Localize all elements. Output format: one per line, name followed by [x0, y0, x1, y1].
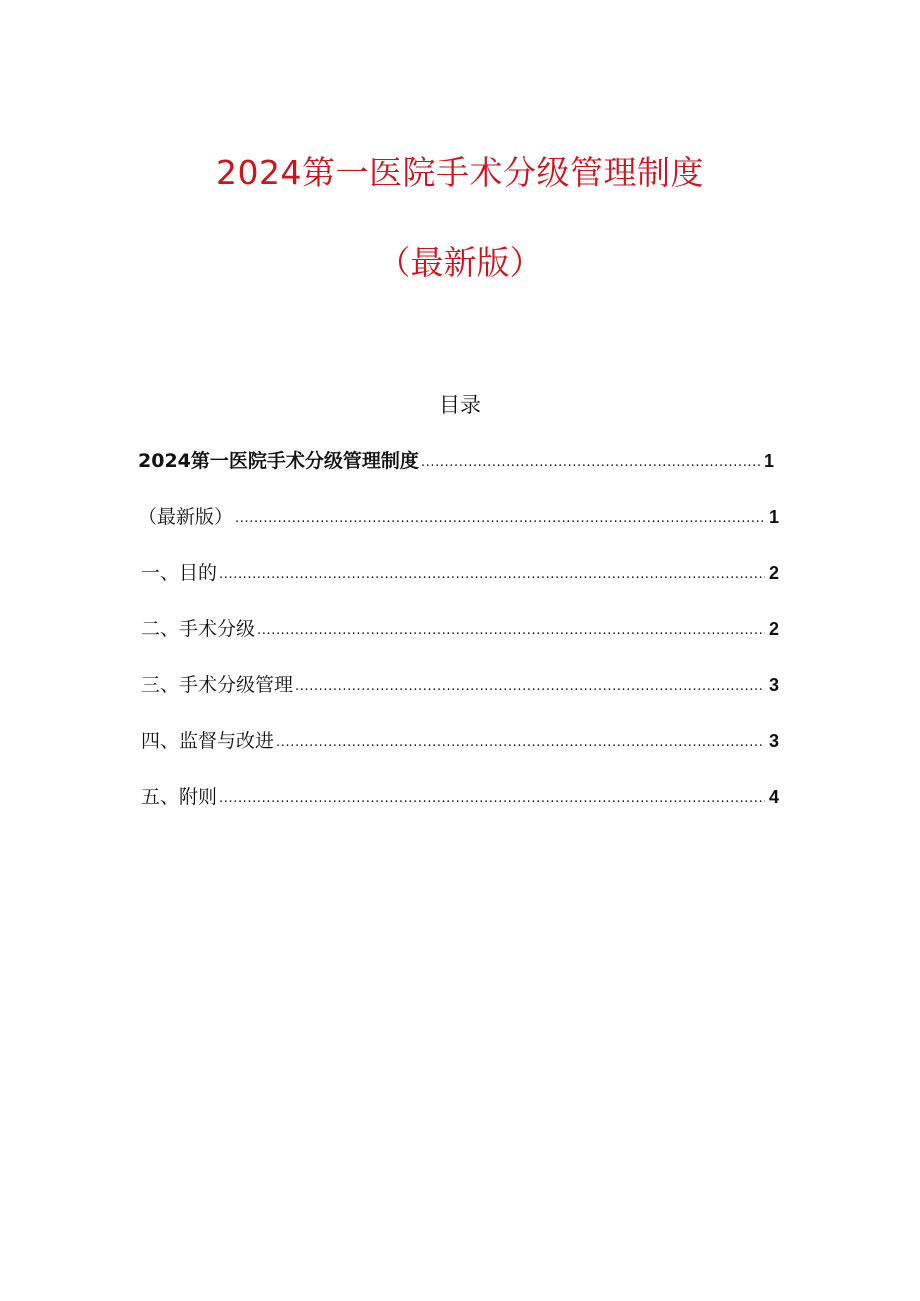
toc-page-number: 4	[768, 787, 779, 807]
toc-dot-leader	[421, 448, 760, 478]
toc-page-number: 2	[768, 563, 779, 583]
toc-page-number: 1	[768, 507, 779, 527]
toc-entry-6[interactable]	[141, 726, 779, 756]
toc-entry-label: 四、监督与改进	[141, 730, 275, 752]
toc-dot-leader	[295, 672, 765, 702]
toc-dot-leader	[219, 560, 765, 590]
toc-entry-1[interactable]	[138, 446, 774, 476]
toc-page-number: 3	[768, 731, 779, 751]
toc-dot-leader	[276, 728, 765, 758]
toc-entry-label: 三、手术分级管理	[141, 674, 294, 696]
toc-page-number: 1	[763, 451, 774, 471]
toc-entry-label: 一、目的	[141, 562, 218, 584]
toc-entry-label: 五、附则	[141, 786, 218, 808]
toc-entry-4[interactable]	[141, 614, 779, 644]
toc-entry-2[interactable]	[138, 502, 779, 532]
toc-entry-3[interactable]	[141, 558, 779, 588]
toc-dot-leader	[235, 504, 765, 534]
toc-entry-label: （最新版）	[138, 506, 234, 528]
toc-entry-5[interactable]	[141, 670, 779, 700]
toc-entry-label: 二、手术分级	[141, 618, 256, 640]
toc-entry-7[interactable]	[141, 782, 779, 812]
document-subtitle: （最新版）	[377, 243, 543, 282]
toc-page-number: 3	[768, 675, 779, 695]
toc-dot-leader	[219, 784, 765, 814]
document-title: 2024第一医院手术分级管理制度	[216, 153, 704, 192]
toc-entry-label: 2024第一医院手术分级管理制度	[138, 450, 419, 472]
toc-dot-leader	[257, 616, 765, 646]
toc-heading: 目录	[439, 393, 481, 417]
toc-page-number: 2	[768, 619, 779, 639]
